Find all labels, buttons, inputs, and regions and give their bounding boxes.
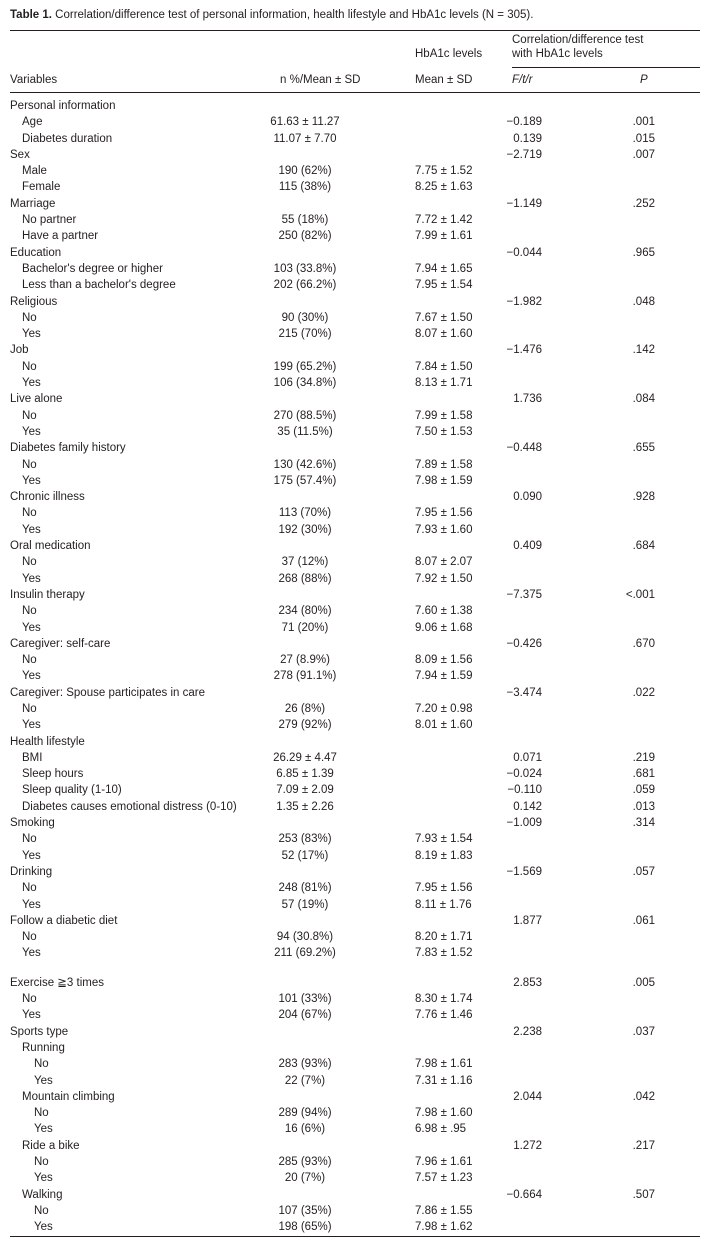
header-sub-rule (512, 67, 700, 68)
ftr-cell: −1.982 (506, 295, 542, 308)
header-p: P (640, 74, 648, 86)
variable-cell: Marriage (10, 197, 56, 210)
bottom-rule (10, 1236, 700, 1237)
n-mean-cell: 253 (83%) (278, 833, 332, 846)
variable-cell: Health lifestyle (10, 735, 85, 748)
table-row (0, 897, 707, 913)
hba1c-cell: 7.96 ± 1.61 (415, 1156, 473, 1168)
table-row (0, 1024, 707, 1040)
n-mean-cell: 285 (93%) (278, 1156, 332, 1168)
table-row (0, 1138, 707, 1154)
ftr-cell: 1.877 (513, 914, 542, 927)
header-ftr: F/t/r (512, 74, 533, 86)
hba1c-cell: 8.01 ± 1.60 (415, 719, 473, 732)
variable-cell: No (22, 360, 37, 373)
ftr-cell: 2.238 (513, 1025, 542, 1038)
ftr-cell: 0.139 (513, 132, 542, 145)
hba1c-cell: 6.98 ± .95 (415, 1123, 467, 1136)
table-row (0, 603, 707, 619)
n-mean-cell: 55 (18%) (281, 214, 329, 227)
hba1c-cell: 8.25 ± 1.63 (415, 181, 473, 194)
n-mean-cell: 11.07 ± 7.70 (273, 132, 337, 145)
variable-cell: Yes (22, 719, 41, 732)
variable-cell: Exercise ≧3 times (10, 976, 104, 989)
variable-cell: Yes (34, 1123, 53, 1136)
hba1c-cell: 7.94 ± 1.59 (415, 670, 473, 683)
hba1c-cell: 8.30 ± 1.74 (415, 993, 473, 1006)
table-row (0, 359, 707, 375)
hba1c-cell: 7.99 ± 1.61 (415, 230, 473, 243)
hba1c-cell: 7.95 ± 1.56 (415, 882, 473, 895)
hba1c-cell: 7.72 ± 1.42 (415, 214, 473, 227)
table-row (0, 440, 707, 456)
n-mean-cell: 16 (6%) (284, 1123, 326, 1136)
table-row (0, 782, 707, 798)
table-row (0, 245, 707, 261)
p-value-cell: .007 (632, 148, 655, 161)
variable-cell: Female (22, 181, 61, 194)
table-row (0, 945, 707, 961)
table-row (0, 831, 707, 847)
variable-cell: Yes (22, 474, 41, 487)
hba1c-cell: 7.86 ± 1.55 (415, 1204, 473, 1217)
variable-cell: Yes (22, 523, 41, 536)
hba1c-cell: 7.94 ± 1.65 (415, 262, 473, 275)
table-row (0, 1007, 707, 1023)
table-row (0, 815, 707, 831)
variable-cell: BMI (22, 751, 43, 764)
variable-cell: No (22, 409, 37, 422)
hba1c-cell: 7.50 ± 1.53 (415, 425, 473, 438)
ftr-cell: −0.024 (506, 768, 542, 781)
header-test-line1: Correlation/difference test (512, 34, 644, 46)
ftr-cell: 1.272 (513, 1139, 542, 1152)
ftr-cell: −1.009 (506, 817, 542, 830)
variable-cell: Diabetes family history (10, 442, 126, 455)
variable-cell: Follow a diabetic diet (10, 914, 118, 927)
variable-cell: No (34, 1107, 49, 1120)
n-mean-cell: 234 (80%) (278, 605, 332, 618)
variable-cell: Religious (10, 295, 58, 308)
variable-cell: Yes (22, 670, 41, 683)
n-mean-cell: 103 (33.8%) (273, 262, 337, 275)
table-row (0, 196, 707, 212)
variable-cell: No (22, 654, 37, 667)
variable-cell: No (22, 556, 37, 569)
table-row (0, 799, 707, 815)
table-row (0, 913, 707, 929)
table-row (0, 848, 707, 864)
variable-cell: Diabetes causes emotional distress (0-10) (22, 800, 237, 813)
variable-cell: Yes (34, 1074, 53, 1087)
header-variables: Variables (10, 74, 58, 86)
table-row (0, 1219, 707, 1235)
p-value-cell: <.001 (625, 588, 655, 601)
variable-cell: Yes (22, 621, 41, 634)
table-caption (10, 9, 533, 21)
variable-cell: Sleep quality (1-10) (22, 784, 122, 797)
p-value-cell: .252 (632, 197, 655, 210)
table-row (0, 131, 707, 147)
ftr-cell: 0.142 (513, 800, 542, 813)
variable-cell: Diabetes duration (22, 132, 113, 145)
n-mean-cell: 94 (30.8%) (276, 931, 334, 944)
table-row (0, 1089, 707, 1105)
n-mean-cell: 175 (57.4%) (273, 474, 337, 487)
variable-cell: Job (10, 344, 29, 357)
n-mean-cell: 215 (70%) (278, 328, 332, 341)
n-mean-cell: 90 (30%) (281, 311, 329, 324)
variable-cell: Caregiver: Spouse participates in care (10, 686, 205, 699)
p-value-cell: .013 (632, 800, 655, 813)
n-mean-cell: 283 (93%) (278, 1058, 332, 1071)
variable-cell: Have a partner (22, 230, 99, 243)
hba1c-cell: 7.95 ± 1.56 (415, 507, 473, 520)
n-mean-cell: 198 (65%) (278, 1221, 332, 1234)
n-mean-cell: 115 (38%) (278, 181, 332, 194)
p-value-cell: .142 (632, 344, 655, 357)
variable-cell: Yes (22, 1009, 41, 1022)
hba1c-cell: 7.98 ± 1.60 (415, 1107, 473, 1120)
variable-cell: No (22, 931, 37, 944)
n-mean-cell: 7.09 ± 2.09 (276, 784, 334, 797)
caption-text: Correlation/difference test of personal information, health lifestyle and HbA1c levels (N = 305). (55, 9, 534, 21)
table-row (0, 1105, 707, 1121)
p-value-cell: .022 (632, 686, 655, 699)
table-row (0, 179, 707, 195)
variable-cell: No (34, 1156, 49, 1168)
variable-cell: Running (22, 1041, 65, 1054)
table-row (0, 114, 707, 130)
table-row (0, 750, 707, 766)
table-row (0, 864, 707, 880)
table-row (0, 1187, 707, 1203)
ftr-cell: −2.719 (506, 148, 542, 161)
table-row (0, 408, 707, 424)
variable-cell: No (22, 605, 37, 618)
ftr-cell: −7.375 (506, 588, 542, 601)
hba1c-cell: 7.98 ± 1.61 (415, 1058, 473, 1071)
variable-cell: Chronic illness (10, 491, 85, 504)
n-mean-cell: 26 (8%) (284, 702, 326, 715)
p-value-cell: .217 (632, 1139, 655, 1152)
variable-cell: Yes (22, 849, 41, 862)
variable-cell: Live alone (10, 393, 63, 406)
header-n-mean: n %/Mean ± SD (280, 74, 361, 86)
variable-cell: No (22, 882, 37, 895)
table-row (0, 620, 707, 636)
table-row (0, 1073, 707, 1089)
variable-cell: Yes (22, 572, 41, 585)
header-test-line2: with HbA1c levels (512, 48, 603, 60)
n-mean-cell: 113 (70%) (278, 507, 332, 520)
hba1c-cell: 7.93 ± 1.54 (415, 833, 473, 846)
table-row (0, 375, 707, 391)
n-mean-cell: 202 (66.2%) (273, 279, 337, 292)
table-row (0, 98, 707, 114)
n-mean-cell: 190 (62%) (278, 165, 332, 178)
table-row (0, 554, 707, 570)
hba1c-cell: 8.11 ± 1.76 (415, 898, 472, 911)
hba1c-cell: 7.89 ± 1.58 (415, 458, 473, 471)
hba1c-cell: 7.93 ± 1.60 (415, 523, 473, 536)
p-value-cell: .219 (632, 751, 655, 764)
table-row (0, 975, 707, 991)
ftr-cell: −0.448 (506, 442, 542, 455)
p-value-cell: .928 (632, 491, 655, 504)
variable-cell: No (22, 833, 37, 846)
table-row (0, 277, 707, 293)
n-mean-cell: 289 (94%) (278, 1107, 332, 1120)
n-mean-cell: 199 (65.2%) (273, 360, 337, 373)
variable-cell: No (22, 993, 37, 1006)
ftr-cell: 1.736 (513, 393, 542, 406)
n-mean-cell: 27 (8.9%) (280, 654, 330, 667)
table-row (0, 522, 707, 538)
p-value-cell: .681 (632, 768, 655, 781)
variable-cell: Yes (22, 328, 41, 341)
variable-cell: No partner (22, 214, 77, 227)
p-value-cell: .965 (632, 246, 655, 259)
variable-cell: Yes (22, 425, 41, 438)
p-value-cell: .314 (632, 817, 655, 830)
table-row (0, 880, 707, 896)
table-row (0, 1121, 707, 1137)
hba1c-cell: 7.57 ± 1.23 (415, 1172, 473, 1185)
table-row (0, 734, 707, 750)
n-mean-cell: 101 (33%) (278, 993, 332, 1006)
p-value-cell: .061 (632, 914, 655, 927)
variable-cell: Caregiver: self-care (10, 637, 111, 650)
variable-cell: Age (22, 116, 43, 129)
ftr-cell: −0.426 (506, 637, 542, 650)
variable-cell: Education (10, 246, 62, 259)
variable-cell: Ride a bike (22, 1139, 80, 1152)
variable-cell: No (34, 1058, 49, 1071)
variable-cell: Yes (34, 1221, 53, 1234)
table-row (0, 652, 707, 668)
table-row (0, 342, 707, 358)
table-row (0, 1203, 707, 1219)
variable-cell: No (34, 1204, 49, 1217)
hba1c-cell: 7.84 ± 1.50 (415, 360, 473, 373)
n-mean-cell: 26.29 ± 4.47 (273, 751, 337, 764)
table-row (0, 1154, 707, 1170)
variable-cell: Walking (22, 1188, 63, 1201)
hba1c-cell: 7.20 ± 0.98 (415, 702, 473, 715)
table-row (0, 929, 707, 945)
n-mean-cell: 278 (91.1%) (273, 670, 337, 683)
table-row (0, 766, 707, 782)
n-mean-cell: 6.85 ± 1.39 (276, 768, 334, 781)
p-value-cell: .015 (632, 132, 655, 145)
table-row (0, 1040, 707, 1056)
n-mean-cell: 57 (19%) (281, 898, 329, 911)
table-row (0, 701, 707, 717)
n-mean-cell: 35 (11.5%) (277, 425, 333, 438)
header-mean-sd: Mean ± SD (415, 74, 473, 86)
n-mean-cell: 71 (20%) (281, 621, 329, 634)
variable-cell: Sex (10, 148, 30, 161)
hba1c-cell: 7.92 ± 1.50 (415, 572, 473, 585)
hba1c-cell: 7.75 ± 1.52 (415, 165, 473, 178)
variable-cell: Mountain climbing (22, 1090, 115, 1103)
hba1c-cell: 8.13 ± 1.71 (415, 377, 473, 390)
variable-cell: Sleep hours (22, 768, 84, 781)
p-value-cell: .005 (632, 976, 655, 989)
table-row (0, 991, 707, 1007)
ftr-cell: −1.569 (506, 865, 542, 878)
table-row (0, 163, 707, 179)
hba1c-cell: 7.60 ± 1.38 (415, 605, 473, 618)
variable-cell: Yes (22, 947, 41, 960)
ftr-cell: −3.474 (506, 686, 542, 699)
variable-cell: No (22, 507, 37, 520)
table-row (0, 571, 707, 587)
hba1c-cell: 7.99 ± 1.58 (415, 409, 473, 422)
n-mean-cell: 22 (7%) (284, 1074, 326, 1087)
hba1c-cell: 8.20 ± 1.71 (415, 931, 473, 944)
variable-cell: Less than a bachelor's degree (22, 279, 176, 292)
ftr-cell: 0.071 (513, 751, 542, 764)
table-row (0, 212, 707, 228)
variable-cell: Yes (34, 1172, 53, 1185)
table-row (0, 668, 707, 684)
hba1c-cell: 7.98 ± 1.59 (415, 474, 473, 487)
n-mean-cell: 250 (82%) (278, 230, 332, 243)
table-row (0, 457, 707, 473)
n-mean-cell: 1.35 ± 2.26 (276, 800, 334, 813)
hba1c-cell: 8.19 ± 1.83 (415, 849, 473, 862)
ftr-cell: −1.476 (506, 344, 542, 357)
p-value-cell: .042 (632, 1090, 655, 1103)
variable-cell: Yes (22, 898, 41, 911)
table-row (0, 1056, 707, 1072)
variable-cell: No (22, 458, 37, 471)
n-mean-cell: 52 (17%) (281, 849, 329, 862)
ftr-cell: 2.044 (513, 1090, 542, 1103)
hba1c-cell: 7.76 ± 1.46 (415, 1009, 473, 1022)
n-mean-cell: 270 (88.5%) (273, 409, 337, 422)
p-value-cell: .670 (632, 637, 655, 650)
table-row (0, 1170, 707, 1186)
table-row (0, 261, 707, 277)
table-row (0, 489, 707, 505)
hba1c-cell: 8.09 ± 1.56 (415, 654, 473, 667)
n-mean-cell: 37 (12%) (281, 556, 329, 569)
hba1c-cell: 7.98 ± 1.62 (415, 1221, 473, 1234)
hba1c-cell: 8.07 ± 2.07 (415, 556, 473, 569)
table-row (0, 228, 707, 244)
table-row (0, 636, 707, 652)
p-value-cell: .057 (632, 865, 655, 878)
variable-cell: Oral medication (10, 540, 91, 553)
table-row (0, 424, 707, 440)
table-row (0, 717, 707, 733)
table-row (0, 294, 707, 310)
variable-cell: Sports type (10, 1025, 69, 1038)
hba1c-cell: 7.31 ± 1.16 (415, 1074, 473, 1087)
variable-cell: Personal information (10, 100, 116, 112)
p-value-cell: .037 (632, 1025, 655, 1038)
n-mean-cell: 211 (69.2%) (274, 947, 336, 960)
variable-cell: Drinking (10, 865, 53, 878)
n-mean-cell: 268 (88%) (278, 572, 332, 585)
table-row (0, 310, 707, 326)
caption-label: Table 1. (10, 9, 52, 21)
hba1c-cell: 9.06 ± 1.68 (415, 621, 473, 634)
table-body (0, 98, 707, 1235)
variable-cell: Male (22, 165, 47, 178)
n-mean-cell: 106 (34.8%) (273, 377, 337, 390)
ftr-cell: 2.853 (513, 976, 542, 989)
ftr-cell: −0.044 (506, 246, 542, 259)
hba1c-cell: 7.83 ± 1.52 (415, 947, 473, 960)
n-mean-cell: 130 (42.6%) (273, 458, 337, 471)
variable-cell: No (22, 311, 37, 324)
ftr-cell: −1.149 (506, 197, 542, 210)
p-value-cell: .507 (632, 1188, 655, 1201)
p-value-cell: .001 (632, 116, 655, 129)
top-rule (10, 30, 700, 31)
ftr-cell: 0.409 (513, 540, 542, 553)
table-row (0, 473, 707, 489)
ftr-cell: −0.664 (506, 1188, 542, 1201)
variable-cell: Bachelor's degree or higher (22, 262, 163, 275)
n-mean-cell: 204 (67%) (278, 1009, 332, 1022)
header-bottom-rule (10, 92, 700, 93)
header-hba1c: HbA1c levels (415, 48, 483, 60)
table-row (0, 326, 707, 342)
variable-cell: Smoking (10, 817, 55, 830)
n-mean-cell: 20 (7%) (284, 1172, 326, 1185)
variable-cell: Insulin therapy (10, 588, 85, 601)
hba1c-cell: 7.67 ± 1.50 (415, 311, 473, 324)
table-row (0, 587, 707, 603)
hba1c-cell: 7.95 ± 1.54 (415, 279, 473, 292)
n-mean-cell: 279 (92%) (278, 719, 332, 732)
n-mean-cell: 192 (30%) (278, 523, 332, 536)
n-mean-cell: 61.63 ± 11.27 (270, 116, 340, 129)
ftr-cell: 0.090 (513, 491, 542, 504)
p-value-cell: .684 (632, 540, 655, 553)
ftr-cell: −0.110 (507, 784, 542, 797)
p-value-cell: .059 (632, 784, 655, 797)
variable-cell: No (22, 702, 37, 715)
p-value-cell: .048 (632, 295, 655, 308)
table-row (0, 505, 707, 521)
table-row (0, 538, 707, 554)
table-row (0, 391, 707, 407)
ftr-cell: −0.189 (506, 116, 542, 129)
table-row (0, 147, 707, 163)
table-row (0, 685, 707, 701)
hba1c-cell: 8.07 ± 1.60 (415, 328, 473, 341)
n-mean-cell: 248 (81%) (278, 882, 332, 895)
n-mean-cell: 107 (35%) (278, 1204, 332, 1217)
p-value-cell: .084 (632, 393, 655, 406)
variable-cell: Yes (22, 377, 41, 390)
p-value-cell: .655 (632, 442, 655, 455)
